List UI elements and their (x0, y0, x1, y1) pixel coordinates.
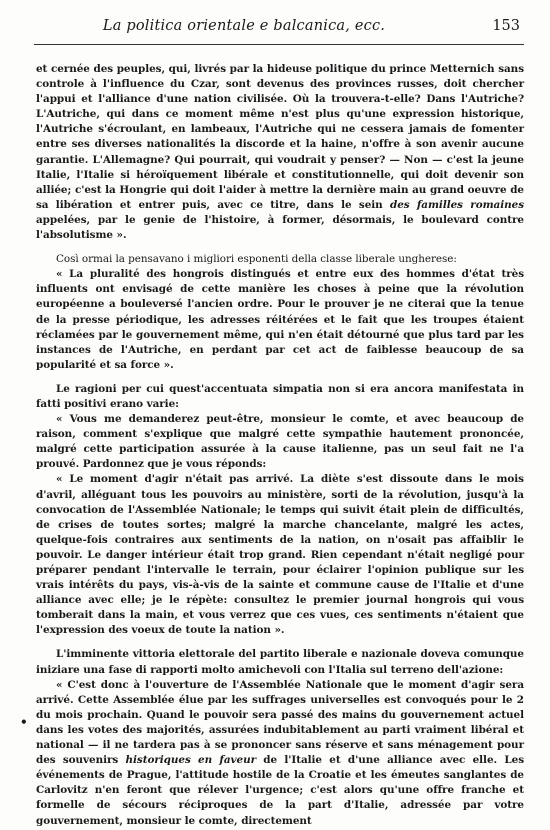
paragraph (36, 647, 524, 677)
page-body (36, 62, 524, 827)
paragraph-text: Le ragioni per cui quest'accentuata simpatia non si era ancora manifestata in fatti positivi erano varie: (36, 382, 524, 410)
quote-paragraph (36, 267, 524, 373)
paragraph-text: appelées, par le genie de l'histoire, à former, désormais, le boulevard contre l'absolutisme ». (36, 213, 524, 242)
paragraph-text: L'imminente vittoria elettorale del partito liberale e nazionale doveva comunque iniziare una fase di rapporti molto amichevoli con l'Italia sul terreno dell'azione: (36, 648, 524, 676)
quote-paragraph (36, 472, 524, 638)
quote-paragraph (36, 412, 524, 472)
running-title: La politica orientale e balcanica, ecc. (102, 18, 386, 34)
paragraph-text: « La pluralité des hongrois distingués et entre eux des hommes d'état très influents ont envisagé de cette manière les choses à peine que la révolution européenne a bouleversé l'ancien ordre. Pour le prouver je ne citerai que la tenue de la presse périodique, les adresses réitérées et le fait que les troupes étaient réclamées par le gouvernement même, qui n'en était détourné que plus tard par les instances de l'Autriche, en perdant par cet act de faiblesse beaucoup de sa popularité et sa force ». (36, 268, 524, 371)
paragraph (36, 382, 524, 412)
paragraph-text: « C'est donc à l'ouverture de l'Assemblée Nationale que le moment d'agir sera arrivé. Cette Assemblée élue par les suffrages universelles est convoqués pour le 2 du mois prochain. Quand le pouvoir sera passé des mains du gouvernement actuel dans les votes des majorités, assurées indubitablement au parti vraiment libéral et national — il ne tardera pas à se prononcer sans réserve et sans ménagement pour des souvenirs (36, 678, 524, 767)
paragraph-text: et cernée des peuples, qui, livrés par la hideuse politique du prince Metternich sans controle à l'influence du Czar, sont devenus des provinces russes, doit chercher l'appui et l'alliance d'une nation civilisée. Où la trouvera-t-elle? Dans l'Autriche? L'Autriche, qui dans ce moment même n'est plus qu'une expression historique, l'Autriche s'écroulant, en lambeaux, l'Autriche qui ne cessera jamais de fomenter entre ses diverses nationalités la discorde et la haine, n'offre à son avenir aucune garantie. L'Allemagne? Qui pourrait, qui voudrait y penser? — Non — c'est la jeune Italie, l'Italie si héroïquement libérale et constitutionnelle, qui doit devenir son alliée; c'est la Hongrie qui doit l'aider à mettre la dernière main au grand oeuvre de sa libération et entrer puis, avec ce titre, dans le sein (36, 63, 524, 211)
paragraph-text: Così ormai la pensavano i migliori esponenti della classe liberale ungherese: (56, 253, 457, 266)
paragraph (36, 252, 524, 267)
paragraph-text: « Le moment d'agir n'était pas arrivé. La diète s'est dissoute dans le mois d'avril, alléguant tous les pouvoirs au ministère, sorti de la révolution, jusqu'à la convocation de l'Assemblée Nationale; le temps qui suivit était plein de difficultés, de crises de toutes sortes; malgré la marche chancelante, malgré les actes, quelque-fois contraires aux sentiments de la nation, on n'osait pas affaiblir le pouvoir. Le danger intérieur était trop grand. Rien cependant n'était negligé pour préparer pendant l'intervalle le terrain, pour éclairer l'opinion publique sur les vrais intérêts du pays, vis-à-vis de la sainte et commune cause de l'Italie et d'une alliance avec elle; je le répète: consultez le premier journal hongrois qui vous tomberait dans la main, et vous verrez que ces vues, ces sentiments n'étaient que l'expression des voeux de toute la nation ». (36, 473, 524, 637)
paragraph-text: de l'Italie et d'une alliance avec elle. Les événements de Prague, l'attitude hostile de la Croatie et les émeutes sanglantes de Carlovitz n'en feront que rélever l'urgence; c'est alors qu'une offre franche et formelle de sécours réciproques de la part d'Italie, adressée par votre gouvernement, monsieur le comte, directement (36, 754, 524, 827)
italic-phrase: des familles romaines (389, 198, 524, 211)
paragraph-continuation (36, 62, 524, 243)
quote-paragraph (36, 678, 524, 829)
margin-mark: • (20, 715, 28, 729)
page-number: 153 (492, 18, 520, 34)
italic-phrase: historiques en faveur (125, 754, 256, 767)
page-header (34, 14, 524, 45)
paragraph-text: « Vous me demanderez peut-être, monsieur le comte, et avec beaucoup de raison, comment s'explique que malgré cette sympathie hautement prononcée, malgré cette participation assurée à la cause italienne, pas un seul fait ne l'a prouvé. Pardonnez que je vous réponds: (36, 413, 524, 471)
